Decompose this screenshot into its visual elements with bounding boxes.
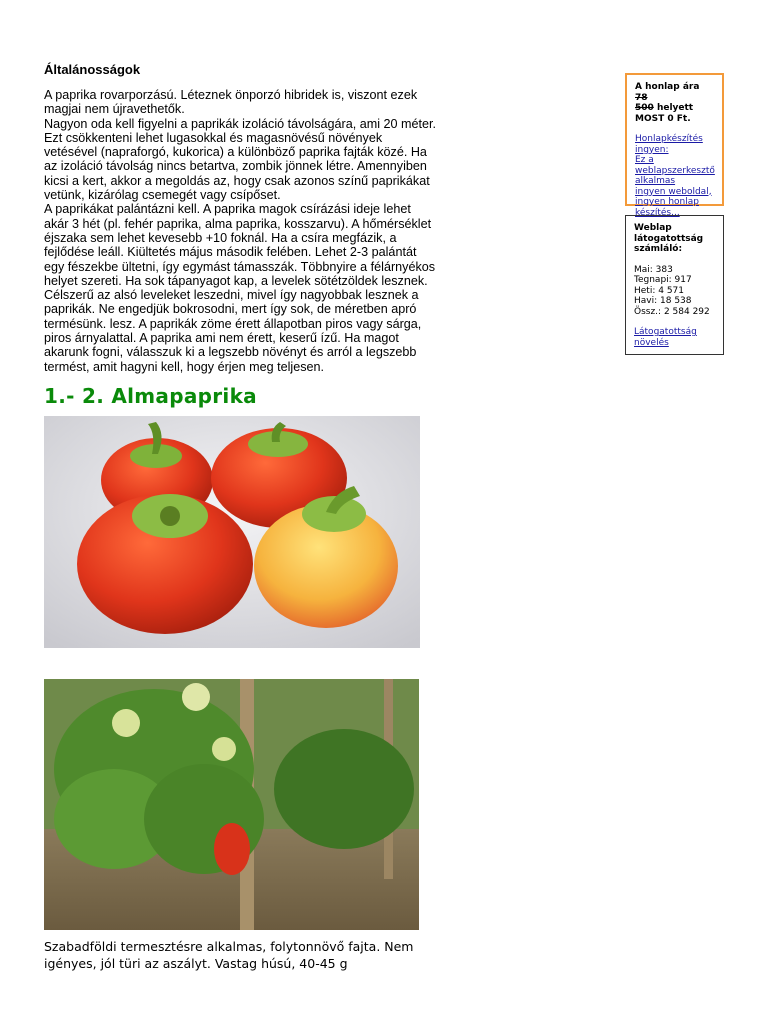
old-price-rest: 500 — [635, 103, 654, 113]
text-line: Nagyon oda kell figyelni a paprikák izoláció távolságára, ami 20 méter. — [44, 116, 437, 131]
promo-link-honlapkeszites[interactable]: Honlapkészítés ingyen: — [635, 134, 703, 155]
text-line: vetésével (napraforgó, kukorica) a különböző paprika fajták közé. Ha — [44, 145, 427, 160]
counter-stat-yesterday: Tegnapi: 917 — [634, 275, 692, 285]
pepper-plant-photo — [44, 679, 419, 930]
promo-now: MOST 0 Ft. — [635, 113, 691, 124]
text-line: helyet szereti. Ha sok tápanyagot kap, a levelek sötétzöldek lesznek. — [44, 273, 428, 288]
promo-price-text: A honlap ára 78 500 helyett MOST 0 Ft. — [635, 82, 700, 124]
text-line: akarunk fogni, válasszuk ki a legszebb növényt és arról a legszebb — [44, 345, 417, 360]
section-heading: Általánosságok — [44, 62, 141, 77]
text-line: A paprikákat palántázni kell. A paprika magok csírázási ideje lehet — [44, 202, 411, 217]
text-line: termést, amit hagyni kell, hogy érjen meg teljesen. — [44, 359, 324, 374]
text-line: paprikák. Ne engedjük bokrosodni, mert így sok, de méretben apró — [44, 302, 417, 317]
caption-line: Szabadföldi termesztésre alkalmas, folytonnövő fajta. Nem — [44, 938, 414, 954]
text-line: Célszerű az alsó leveleket leszedni, mivel így nagyobbak lesznek a — [44, 288, 419, 303]
text-line: vetünk, kizárólag csemegét vagy csípőset. — [44, 188, 281, 203]
text-line: kicsi a kert, akkor a megoldás az, hogy csak azonos színű paprikákat — [44, 173, 430, 188]
promo-link-ingyen-weboldal[interactable]: ingyen weboldal, ingyen honlap készítés... — [635, 186, 712, 218]
text-line: magjai nem újravethetők. — [44, 102, 185, 117]
counter-stat-today: Mai: 383 — [634, 264, 673, 275]
visitor-increase-link[interactable]: Látogatottság növelés — [634, 327, 697, 348]
article-paragraph — [44, 88, 474, 374]
promo-box — [625, 73, 724, 218]
variety-caption — [44, 938, 454, 972]
text-line: A paprika rovarporzású. Léteznek önporzó hibridek is, viszont ezek — [44, 88, 418, 102]
counter-title: Weblap látogatottság számláló: — [634, 223, 704, 254]
variety-title: 1.- 2. Almapaprika — [44, 383, 257, 408]
visitor-counter-box — [625, 215, 724, 355]
text-line: fejlődése leáll. Kiültetés május második felében. Lehet 2-3 palántát — [44, 245, 417, 260]
text-line: az izoláció távolság nincs betartva, zombik jönnek létre. Amennyiben — [44, 159, 427, 174]
promo-link-weblapszerkeszto[interactable]: Ez a weblapszerkesztő alkalmas — [635, 155, 715, 186]
article-content — [44, 62, 474, 972]
text-line: éjszaka sem lehet kevesebb +10 foknál. Ha a csíra megfázik, a — [44, 230, 397, 245]
counter-stat-week: Heti: 4 571 — [634, 285, 684, 296]
counter-stat-total: Össz.: 2 584 292 — [634, 306, 710, 317]
text-line: egy fészekbe ültetni, így egymást támasszák. Többnyire a félárnyékos — [44, 259, 436, 274]
text-line: termésünk. lesz. A paprikák zöme érett állapotban piros vagy sárga, — [44, 316, 422, 331]
counter-stat-month: Havi: 18 538 — [634, 296, 692, 306]
text-line: Ezt csökkenteni lehet lugasokkal és magasnövésű növények — [44, 130, 383, 145]
apple-pepper-photo — [44, 416, 420, 648]
text-line: akár 3 hét (pl. fehér paprika, alma paprika, kosszarvu). A hőmérséklet — [44, 216, 432, 231]
old-price: 78 — [635, 92, 648, 103]
text-line: piros árnyalattal. A paprika ami nem érett, keserű ízű. Ha magot — [44, 331, 399, 346]
caption-line: igényes, jól türi az aszályt. Vastag húsú, 40-45 g — [44, 955, 348, 971]
